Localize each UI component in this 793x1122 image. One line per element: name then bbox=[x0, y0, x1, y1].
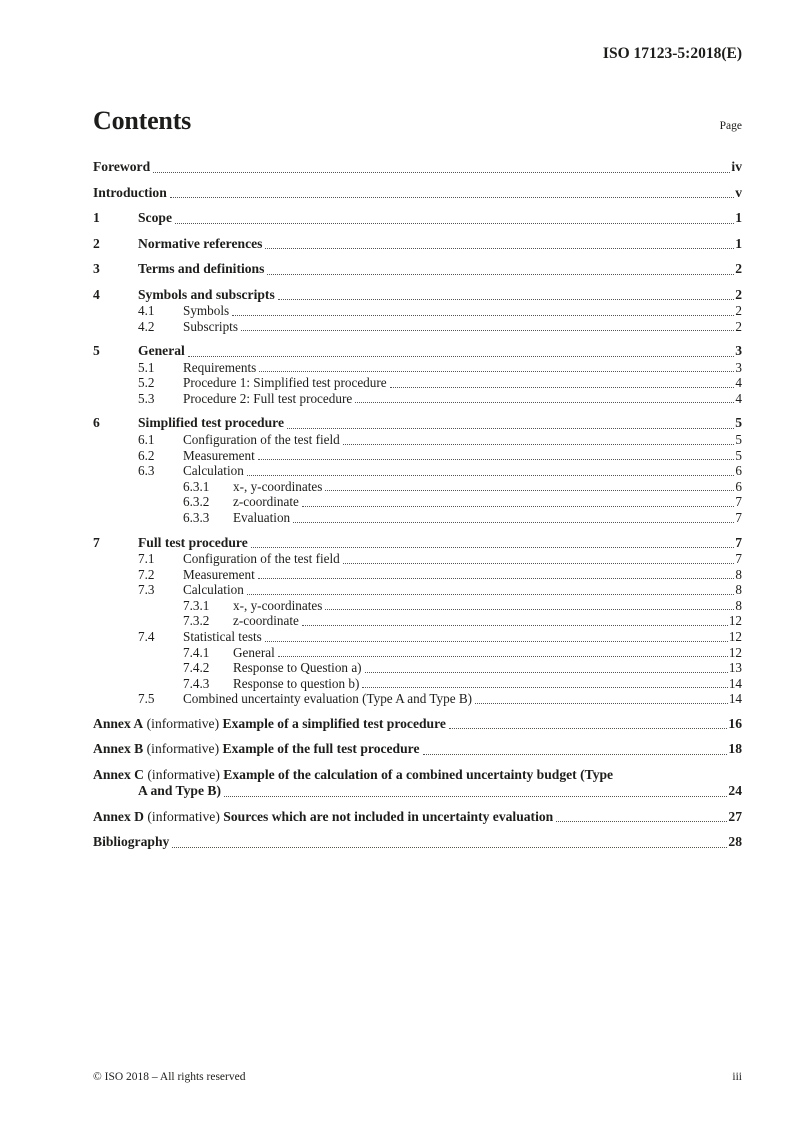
toc-page-number: 7 bbox=[735, 509, 742, 525]
toc-entry-number: 4.2 bbox=[138, 318, 155, 334]
toc-entry-label: z-coordinate bbox=[233, 613, 299, 629]
toc-entry-label: Example of the full test procedure bbox=[222, 741, 420, 757]
toc-list bbox=[93, 150, 742, 851]
toc-page-number: v bbox=[735, 184, 742, 200]
toc-page-number: 2 bbox=[735, 318, 742, 334]
contents-header bbox=[93, 106, 742, 136]
toc-entry-label: Example of the calculation of a combined uncertainty budget (Type bbox=[223, 766, 614, 782]
toc-page-number: 3 bbox=[735, 343, 742, 359]
dot-leader bbox=[302, 506, 735, 507]
toc-annex-qualifier: (informative) bbox=[146, 715, 220, 731]
toc-entry-number: 2 bbox=[93, 235, 100, 251]
toc-entry[interactable] bbox=[93, 613, 742, 629]
toc-entry[interactable] bbox=[93, 343, 742, 360]
toc-page-number: 12 bbox=[728, 644, 742, 660]
toc-page-number: 8 bbox=[735, 566, 742, 582]
dot-leader bbox=[265, 248, 734, 249]
toc-page-number: 7 bbox=[735, 494, 742, 510]
toc-annex-prefix: Annex D bbox=[93, 808, 144, 824]
toc-page-number: 24 bbox=[728, 783, 742, 799]
toc-entry-number: 4 bbox=[93, 286, 100, 302]
toc-entry[interactable] bbox=[93, 551, 742, 567]
toc-page-number: 8 bbox=[735, 597, 742, 613]
toc-entry[interactable] bbox=[93, 783, 742, 800]
toc-annex-qualifier: (informative) bbox=[147, 766, 220, 782]
toc-page-number: 13 bbox=[728, 660, 742, 676]
toc-entry-label: Introduction bbox=[93, 184, 167, 200]
toc-entry-number: 7.4 bbox=[138, 629, 155, 644]
toc-entry-number: 7.5 bbox=[138, 691, 155, 707]
toc-entry-label: Example of a simplified test procedure bbox=[222, 715, 446, 731]
toc-entry-label: Response to Question a) bbox=[233, 660, 362, 676]
dot-leader bbox=[267, 274, 734, 275]
toc-entry-label: z-coordinate bbox=[233, 494, 299, 510]
toc-page-number: 5 bbox=[735, 415, 742, 431]
toc-entry-label: Calculation bbox=[183, 582, 244, 598]
toc-entry-number: 5 bbox=[93, 343, 100, 359]
contents-title: Contents bbox=[93, 106, 192, 135]
toc-entry[interactable] bbox=[93, 834, 742, 851]
toc-entry[interactable] bbox=[93, 598, 742, 614]
toc-entry-number: 5.3 bbox=[138, 390, 155, 406]
dot-leader bbox=[175, 223, 734, 224]
toc-entry-label: Calculation bbox=[183, 463, 244, 479]
toc-entry[interactable] bbox=[93, 236, 742, 253]
toc-entry-number: 6.3.1 bbox=[183, 478, 210, 494]
dot-leader bbox=[278, 299, 734, 300]
toc-entry-number: 7 bbox=[93, 534, 100, 550]
toc-entry-number: 7.4.2 bbox=[183, 660, 210, 676]
toc-page-number: 6 bbox=[735, 463, 742, 479]
toc-entry-number: 7.3.2 bbox=[183, 613, 210, 629]
toc-page-number: 2 bbox=[735, 286, 742, 302]
page-footer bbox=[93, 1071, 742, 1083]
toc-entry[interactable] bbox=[93, 741, 742, 758]
dot-leader bbox=[325, 609, 734, 610]
toc-entry[interactable] bbox=[93, 391, 742, 407]
toc-entry[interactable] bbox=[93, 582, 742, 598]
toc-page-number: 12 bbox=[728, 613, 742, 629]
toc-page-number: 1 bbox=[735, 235, 742, 251]
toc-page-number: 14 bbox=[728, 675, 742, 691]
copyright-notice: © ISO 2018 – All rights reserved bbox=[93, 1071, 246, 1083]
toc-entry-label: Bibliography bbox=[93, 834, 170, 850]
toc-entry[interactable] bbox=[93, 360, 742, 376]
dot-leader bbox=[390, 387, 735, 388]
toc-entry[interactable] bbox=[93, 691, 742, 707]
toc-entry-number: 6 bbox=[93, 415, 100, 431]
dot-leader bbox=[302, 625, 728, 626]
toc-entry-number: 7.4.3 bbox=[183, 675, 210, 691]
toc-annex-prefix: Annex B bbox=[93, 741, 144, 757]
toc-annex-qualifier: (informative) bbox=[146, 741, 220, 757]
toc-entry[interactable] bbox=[93, 303, 742, 319]
dot-leader bbox=[259, 371, 734, 372]
dot-leader bbox=[258, 578, 735, 579]
toc-page-number: 7 bbox=[735, 534, 742, 550]
dot-leader bbox=[278, 656, 728, 657]
toc-page-number: 3 bbox=[735, 359, 742, 375]
toc-entry[interactable] bbox=[93, 448, 742, 464]
dot-leader bbox=[265, 641, 728, 642]
toc-page-number: 7 bbox=[735, 551, 742, 567]
toc-entry[interactable] bbox=[93, 494, 742, 510]
toc-page-number: 28 bbox=[728, 834, 742, 850]
toc-entry-label: Terms and definitions bbox=[138, 261, 265, 276]
toc-entry-number: 7.1 bbox=[138, 551, 155, 567]
dot-leader bbox=[251, 547, 734, 548]
dot-leader bbox=[153, 172, 730, 173]
dot-leader bbox=[343, 444, 735, 445]
dot-leader bbox=[365, 672, 728, 673]
toc-entry-label: Subscripts bbox=[183, 318, 238, 334]
toc-entry-number: 7.4.1 bbox=[183, 644, 210, 660]
toc-entry-label: Sources which are not included in uncertainty evaluation bbox=[223, 808, 554, 824]
dot-leader bbox=[423, 754, 728, 755]
toc-entry[interactable] bbox=[93, 535, 742, 552]
toc-entry[interactable] bbox=[93, 629, 742, 645]
toc-entry[interactable] bbox=[93, 716, 742, 733]
toc-page-number: 5 bbox=[735, 431, 742, 447]
toc-entry-label: Requirements bbox=[183, 359, 257, 375]
toc-page-number: iv bbox=[731, 159, 742, 174]
toc-entry-label: Symbols bbox=[183, 303, 230, 318]
dot-leader bbox=[247, 475, 735, 476]
toc-page-number: 27 bbox=[728, 808, 742, 824]
toc-entry-label: x-, y-coordinates bbox=[233, 478, 323, 494]
toc-entry-number: 1 bbox=[93, 210, 100, 225]
toc-entry-label: x-, y-coordinates bbox=[233, 597, 323, 613]
toc-entry-number: 6.1 bbox=[138, 431, 155, 447]
dot-leader bbox=[188, 356, 734, 357]
toc-entry[interactable] bbox=[93, 510, 742, 526]
toc-entry-label: Foreword bbox=[93, 159, 151, 174]
toc-entry[interactable] bbox=[93, 319, 742, 335]
toc-entry[interactable] bbox=[93, 767, 742, 784]
toc-entry-number: 6.3.3 bbox=[183, 509, 210, 525]
toc-entry[interactable] bbox=[93, 645, 742, 661]
toc-entry-number: 7.3.1 bbox=[183, 597, 210, 613]
dot-leader bbox=[172, 847, 727, 848]
folio-page-number: iii bbox=[732, 1071, 742, 1083]
toc-entry[interactable] bbox=[93, 432, 742, 448]
toc-entry[interactable] bbox=[93, 287, 742, 304]
toc-page-number: 18 bbox=[728, 741, 742, 757]
toc-page-number: 2 bbox=[735, 303, 742, 318]
toc-page-number: 12 bbox=[728, 629, 742, 644]
toc-entry-label: Full test procedure bbox=[138, 534, 248, 550]
dot-leader bbox=[258, 459, 735, 460]
toc-entry-number: 6.3.2 bbox=[183, 494, 210, 510]
toc-entry[interactable] bbox=[93, 159, 742, 176]
dot-leader bbox=[247, 594, 735, 595]
toc-entry-label: Evaluation bbox=[233, 509, 291, 525]
toc-entry-label: Normative references bbox=[138, 235, 263, 251]
toc-entry-number: 5.2 bbox=[138, 375, 155, 391]
toc-entry[interactable] bbox=[93, 210, 742, 227]
toc-page-number: 1 bbox=[735, 210, 742, 225]
toc-entry[interactable] bbox=[93, 185, 742, 202]
dot-leader bbox=[241, 330, 734, 331]
toc-entry[interactable] bbox=[93, 676, 742, 692]
toc-entry-label: Configuration of the test field bbox=[183, 431, 340, 447]
toc-entry-number: 6.3 bbox=[138, 463, 155, 479]
toc-page-number: 4 bbox=[735, 375, 742, 391]
toc-page-number: 8 bbox=[735, 582, 742, 598]
toc-page-number: 5 bbox=[735, 447, 742, 463]
dot-leader bbox=[287, 428, 734, 429]
toc-entry[interactable] bbox=[93, 375, 742, 391]
document-reference: ISO 17123-5:2018(E) bbox=[602, 45, 742, 62]
toc-annex-prefix: Annex C bbox=[93, 766, 144, 782]
dot-leader bbox=[343, 563, 735, 564]
toc-entry-label: General bbox=[233, 644, 275, 660]
toc-entry-label: Response to question b) bbox=[233, 675, 360, 691]
toc-entry[interactable] bbox=[93, 567, 742, 583]
dot-leader bbox=[232, 315, 734, 316]
toc-entry-label: General bbox=[138, 343, 185, 359]
page-column-label: Page bbox=[719, 120, 742, 132]
toc-entry-label: Measurement bbox=[183, 566, 255, 582]
toc-entry-label: Measurement bbox=[183, 447, 255, 463]
dot-leader bbox=[293, 522, 734, 523]
toc-entry-label-continued: A and Type B) bbox=[138, 783, 221, 799]
toc-entry-label: Simplified test procedure bbox=[138, 415, 284, 431]
toc-entry-number: 3 bbox=[93, 261, 100, 276]
toc-entry-label: Scope bbox=[138, 210, 172, 225]
toc-entry[interactable] bbox=[93, 809, 742, 826]
toc-entry-number: 7.2 bbox=[138, 566, 155, 582]
toc-entry[interactable] bbox=[93, 479, 742, 495]
toc-entry[interactable] bbox=[93, 415, 742, 432]
dot-leader bbox=[362, 687, 727, 688]
toc-entry-label: Combined uncertainty evaluation (Type A and Type B) bbox=[183, 691, 473, 707]
toc-entry-number: 7.3 bbox=[138, 582, 155, 598]
dot-leader bbox=[355, 402, 734, 403]
toc-entry-number: 6.2 bbox=[138, 447, 155, 463]
dot-leader bbox=[449, 728, 727, 729]
toc-entry-number: 5.1 bbox=[138, 359, 155, 375]
toc-annex-qualifier: (informative) bbox=[147, 808, 220, 824]
toc-page-number: 16 bbox=[728, 715, 742, 731]
toc-page-number: 4 bbox=[735, 390, 742, 406]
toc-entry-label: Procedure 1: Simplified test procedure bbox=[183, 375, 387, 391]
dot-leader bbox=[224, 796, 727, 797]
dot-leader bbox=[475, 703, 728, 704]
toc-entry-label: Statistical tests bbox=[183, 629, 262, 644]
toc-entry[interactable] bbox=[93, 261, 742, 278]
dot-leader bbox=[170, 197, 734, 198]
toc-entry-number: 4.1 bbox=[138, 303, 155, 318]
toc-page-number: 6 bbox=[735, 478, 742, 494]
toc-entry[interactable] bbox=[93, 660, 742, 676]
toc-entry-label: Procedure 2: Full test procedure bbox=[183, 390, 353, 406]
toc-entry[interactable] bbox=[93, 463, 742, 479]
toc-page-number: 14 bbox=[728, 691, 742, 707]
dot-leader bbox=[325, 490, 734, 491]
dot-leader bbox=[556, 821, 727, 822]
toc-annex-prefix: Annex A bbox=[93, 715, 144, 731]
toc-entry-label: Symbols and subscripts bbox=[138, 286, 275, 302]
toc-page-number: 2 bbox=[735, 261, 742, 276]
toc-entry-label: Configuration of the test field bbox=[183, 551, 340, 567]
